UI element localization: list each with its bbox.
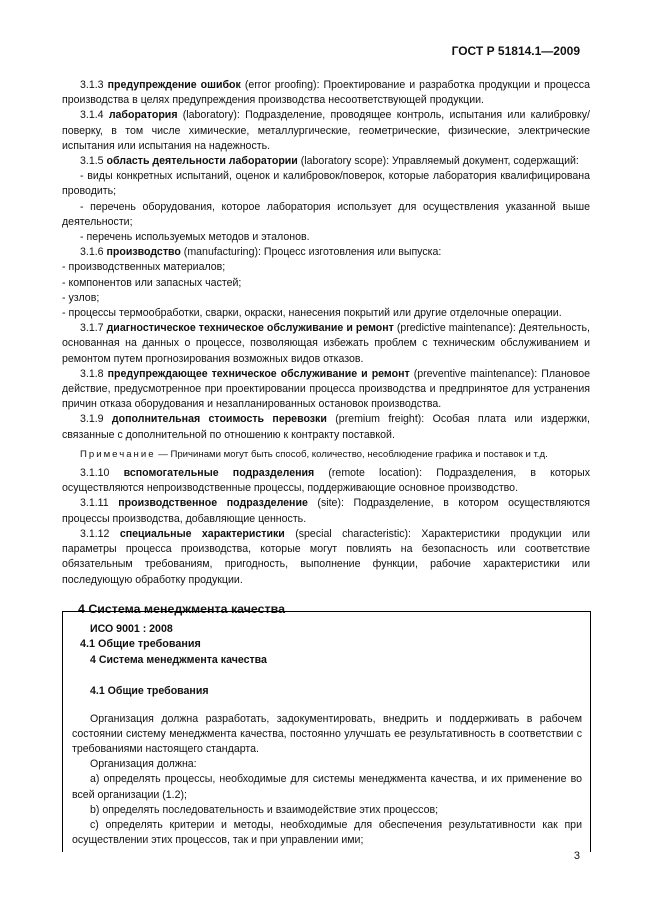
list-item: - перечень оборудования, которое лаборатория использует для осуществления указанной выше деятельности; bbox=[62, 200, 590, 228]
term: вспомогательные подразделения bbox=[123, 467, 315, 480]
iso-quote-box bbox=[62, 611, 591, 852]
iso-standard-label: ИСО 9001 : 2008 bbox=[90, 623, 173, 635]
definition-3-1-7: 3.1.7 диагностическое техническое обслуживание и ремонт (predictive maintenance): Деятельность, основанная на данных о процессе, позволяющая избежать проблем с техническим обслуживанием и ремонтом путем прогнозирования возможных видов отказов. bbox=[62, 322, 590, 365]
definition-3-1-9: 3.1.9 дополнительная стоимость перевозки (premium freight): Особая плата или издержки, связанные с дополнительной по отношению к контракту поставкой. bbox=[62, 413, 590, 441]
term: специальные характеристики bbox=[119, 527, 285, 540]
list-item: - компонентов или запасных частей; bbox=[62, 276, 242, 289]
box-paragraph: Организация должна: bbox=[90, 758, 197, 771]
term: предупреждающее техническое обслуживание и ремонт bbox=[107, 367, 410, 380]
box-section-title: 4 Система менеджмента качества bbox=[90, 654, 267, 667]
document-id: ГОСТ Р 51814.1—2009 bbox=[451, 44, 580, 58]
term: производство bbox=[106, 246, 181, 259]
definition-3-1-5: 3.1.5 область деятельности лаборатории (laboratory scope): Управляемый документ, содержащий: bbox=[80, 155, 579, 168]
list-item: - производственных материалов; bbox=[62, 261, 226, 274]
definitions-section bbox=[62, 78, 590, 652]
term: производственное подразделение bbox=[118, 497, 308, 510]
section-4-1-heading: 4.1 Общие требования bbox=[80, 637, 201, 650]
definition-3-1-11: 3.1.11 производственное подразделение (site): Подразделение, в котором осуществляются процессы производства, добавляющие ценность. bbox=[62, 497, 590, 525]
box-subsection-title: 4.1 Общие требования bbox=[90, 685, 209, 698]
page-number: 3 bbox=[573, 850, 580, 862]
definition-3-1-8: 3.1.8 предупреждающее техническое обслуживание и ремонт (preventive maintenance): Плановое действие, предусмотренное при проектировании процесса производства и предпринятое для устранения причин отказа оборудования и незапланированных остановок производства. bbox=[62, 367, 590, 411]
list-item: - процессы термообработки, сварки, окраски, нанесения покрытий или другие отделочные операции. bbox=[62, 307, 562, 320]
definition-3-1-3: 3.1.3 предупреждение ошибок (error proofing): Проектирование и разработка продукции и процесса производства в целях предупреждения производства несоответствующей продукции. bbox=[62, 79, 590, 107]
section-4-heading: 4 Система менеджмента качества bbox=[78, 601, 285, 616]
term: дополнительная стоимость перевозки bbox=[111, 413, 327, 426]
definition-3-1-12: 3.1.12 специальные характеристики (special characteristic): Характеристики продукции или параметры процесса производства, которые могут повлиять на безопасность или соответствие обязательным требованиям, пригодность, выполнение функции, рабочие характеристики или последующую обработку продукции. bbox=[62, 527, 590, 586]
definition-3-1-4: 3.1.4 лаборатория (laboratory): Подразделение, проводящее контроль, испытания или калибровку/поверку, в том числе химические, металлургические, геометрические, физические, электрические испытания или испытания на надежность. bbox=[62, 109, 590, 152]
term: лаборатория bbox=[108, 109, 178, 122]
term: диагностическое техническое обслуживание и ремонт bbox=[106, 322, 394, 335]
list-item: - узлов; bbox=[62, 291, 100, 304]
note-label: Примечание bbox=[80, 448, 156, 460]
term: область деятельности лаборатории bbox=[106, 155, 298, 168]
definition-3-1-10: 3.1.10 вспомогательные подразделения (remote location): Подразделения, в которых осуществляются непроизводственные процессы, поддерживающие основное производство. bbox=[62, 467, 590, 495]
box-list-item: c) определять критерии и методы, необходимые для обеспечения результативности как при осуществлении этих процессов, так и при управлении ими; bbox=[72, 819, 582, 847]
term: предупреждение ошибок bbox=[107, 79, 241, 91]
definition-3-1-6: 3.1.6 производство (manufacturing): Процесс изготовления или выпуска: bbox=[80, 246, 442, 259]
list-item: - виды конкретных испытаний, оценок и калибровок/поверок, которые лаборатория квалифицирована проводить; bbox=[62, 170, 590, 198]
list-item: - перечень используемых методов и эталонов. bbox=[80, 231, 310, 244]
box-list-item: a) определять процессы, необходимые для системы менеджмента качества, и их применение во всей организации (1.2); bbox=[72, 773, 582, 801]
note: Примечание — Причинами могут быть способ, количество, несоблюдение графика и поставок и т.д. bbox=[80, 448, 548, 460]
box-list-item: b) определять последовательность и взаимодействие этих процессов; bbox=[90, 803, 439, 816]
box-paragraph: Организация должна разработать, задокументировать, внедрить и поддерживать в рабочем состоянии систему менеджмента качества, постоянно улучшать ее результативность в соответствии с требованиями настоящего стандарта. bbox=[72, 712, 582, 756]
